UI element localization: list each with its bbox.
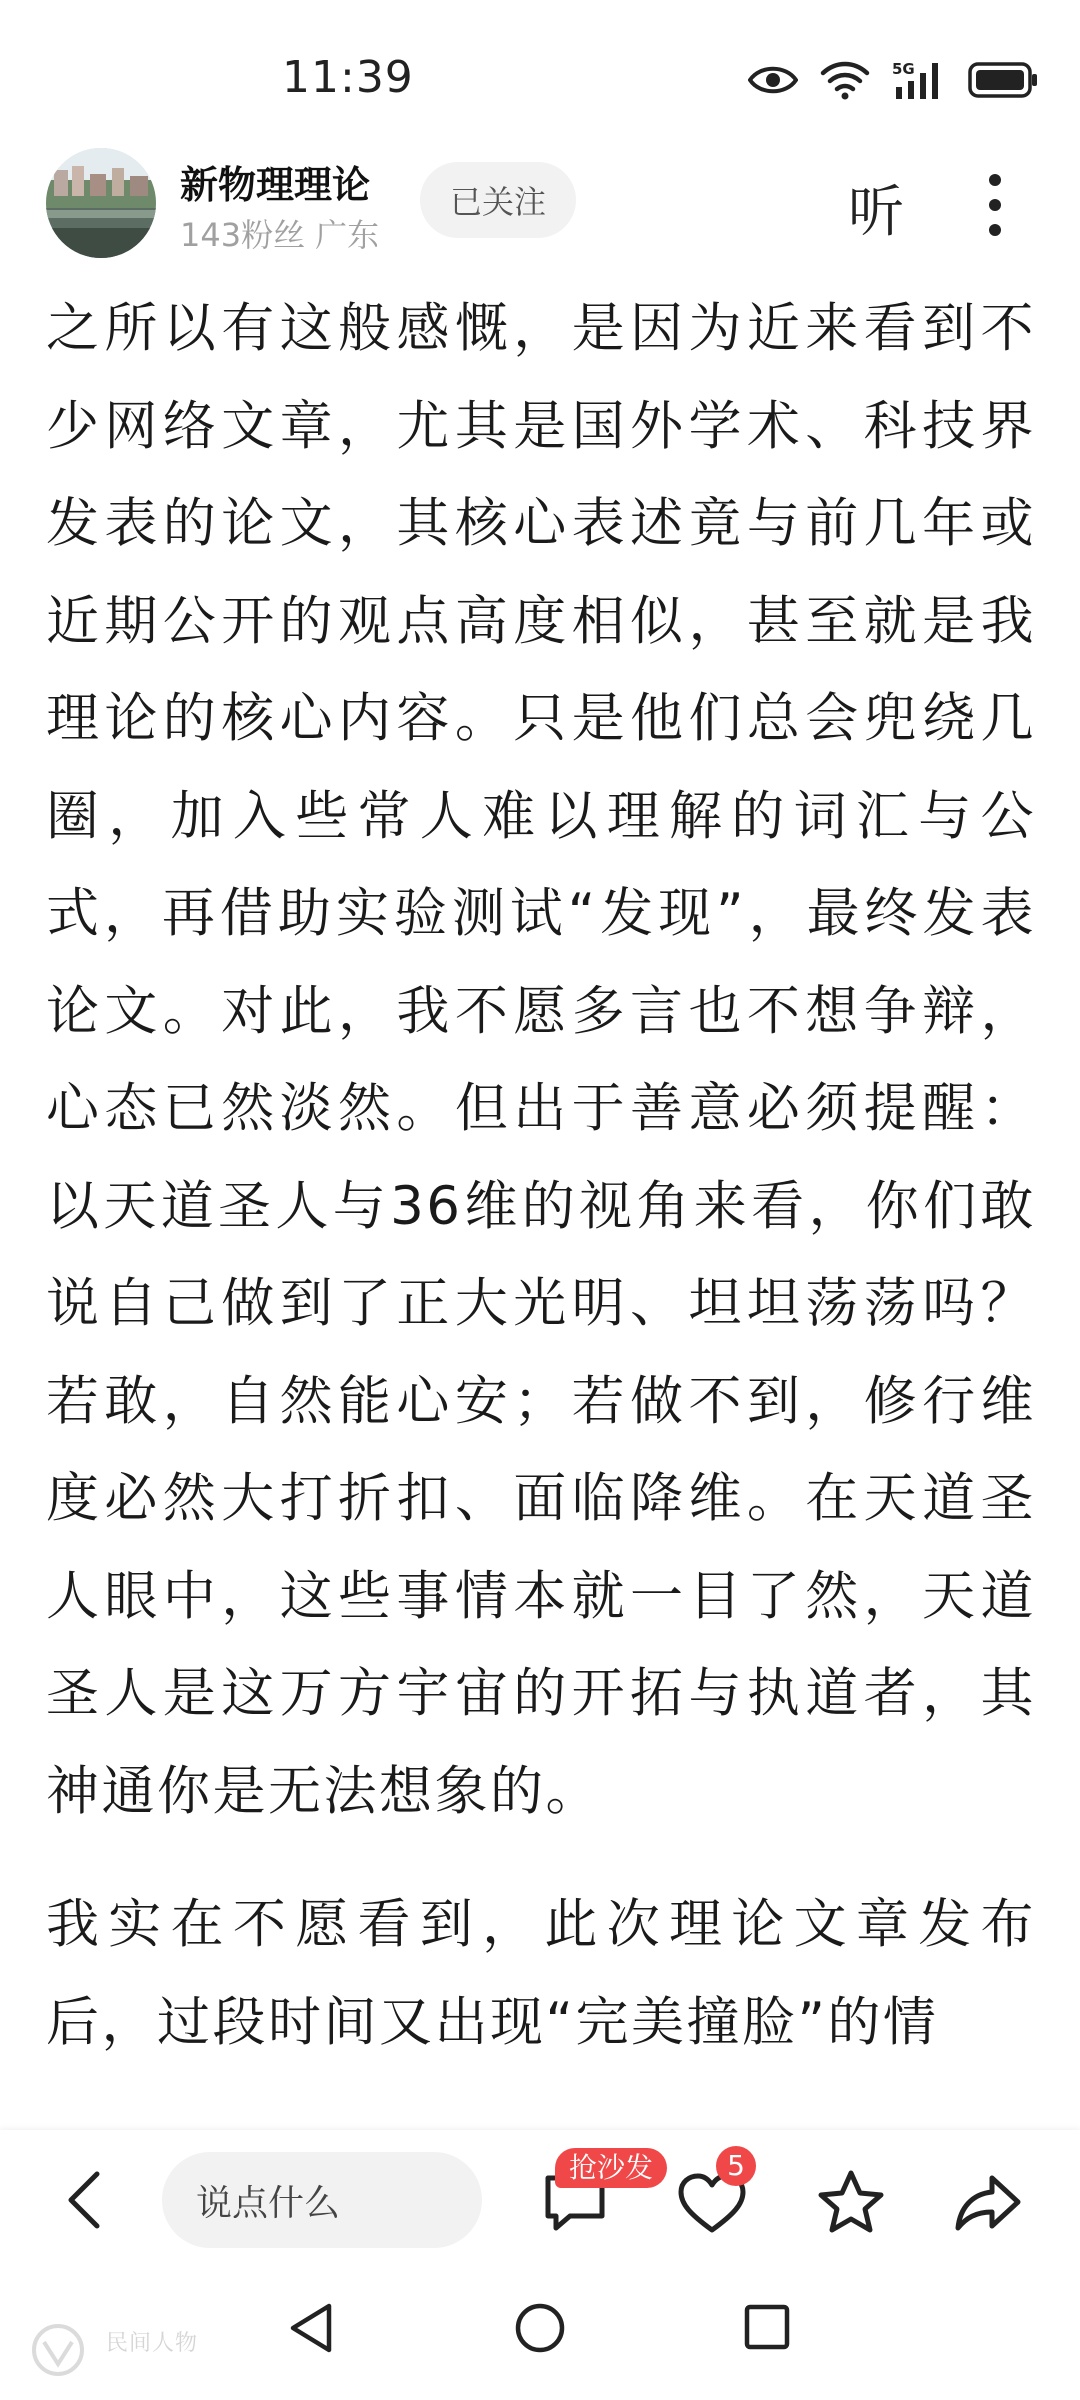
status-icons <box>748 56 1040 104</box>
sofa-badge: 抢沙发 <box>555 2148 667 2188</box>
watermark <box>28 2320 208 2380</box>
nav-recent-button[interactable] <box>742 2302 792 2352</box>
follower-count: 143粉丝 <box>180 216 306 254</box>
author-location: 广东 <box>315 216 380 254</box>
nav-recent-icon <box>742 2302 792 2352</box>
share-icon <box>952 2172 1024 2234</box>
more-options-button[interactable] <box>975 170 1015 240</box>
watermark-logo <box>28 2320 98 2380</box>
article-paragraph: 我实在不愿看到，此次理论文章发布后，过段时间又出现“完美撞脸”的情 <box>46 1894 1036 2053</box>
more-vertical-icon <box>975 170 1015 240</box>
wifi-icon <box>820 60 870 100</box>
nav-back-icon <box>285 2300 337 2356</box>
author-name[interactable]: 新物理理论 <box>180 163 371 207</box>
battery-icon <box>968 61 1040 99</box>
status-bar <box>0 0 1080 150</box>
follow-button[interactable]: 已关注 <box>420 162 576 238</box>
article-paragraph: 之所以有这般感慨，是因为近来看到不少网络文章，尤其是国外学术、科技界发表的论文，其核心表述竟与前几年或近期公开的观点高度相似，甚至就是我理论的核心内容。只是他们总会兜绕几圈，加入些常人难以理解的词汇与公式，再借助实验测试“发现”，最终发表论文。对此，我不愿多言也不想争辩，心态已然淡然。但出于善意必须提醒：以天道圣人与36维的视角来看，你们敢说自己做到了正大光明、坦坦荡荡吗？若敢，自然能心安；若做不到，修行维度必然大打折扣、面临降维。在天道圣人眼中，这些事情本就一目了然，天道圣人是这万方宇宙的开拓与执道者，其神通你是无法想象的。 <box>46 298 1036 1822</box>
network-label: 5G <box>892 60 915 78</box>
watermark-text: 民间人物 <box>106 2331 199 2356</box>
action-bar <box>0 2130 1080 2270</box>
favorite-button[interactable] <box>816 2168 886 2236</box>
article-body <box>46 280 1036 2130</box>
like-count-badge: 5 <box>716 2146 756 2186</box>
nav-back-button[interactable] <box>285 2300 337 2356</box>
nav-home-button[interactable] <box>512 2300 568 2356</box>
signal-icon <box>892 59 946 101</box>
back-arrow-icon <box>55 2168 115 2232</box>
listen-button[interactable]: 听 <box>848 180 904 245</box>
nav-home-icon <box>512 2300 568 2356</box>
back-button[interactable] <box>55 2168 115 2232</box>
comment-input[interactable]: 说点什么 <box>162 2152 482 2248</box>
status-time: 11:39 <box>282 52 414 103</box>
system-nav-bar <box>0 2270 1080 2400</box>
author-meta <box>180 210 379 256</box>
eye-icon <box>748 63 798 97</box>
star-icon <box>816 2168 886 2236</box>
avatar[interactable] <box>46 148 156 258</box>
author-header <box>0 148 1080 268</box>
share-button[interactable] <box>952 2172 1024 2234</box>
